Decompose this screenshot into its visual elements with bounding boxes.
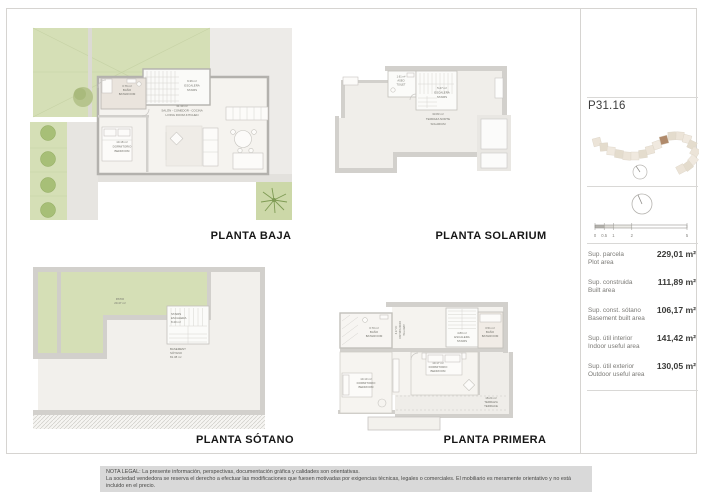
plan-title-solarium: PLANTA SOLARIUM: [435, 230, 547, 242]
legal-line-2: La sociedad vendedora se reserva el derecho a efectuar las modificaciones que fuesen motivadas por exigencias técnicas, legales o comerciales. El mobiliario es meramente orientativo y no está incluido en el precio.: [106, 476, 572, 489]
section-hatch: [33, 415, 265, 429]
svg-text:SOLARIUM: SOLARIUM: [430, 122, 446, 126]
balcony-outline: [368, 417, 440, 430]
svg-text:DISTRIBUIDOR: DISTRIBUIDOR: [399, 321, 402, 339]
compass-and-scale: [585, 192, 699, 242]
legal-note: [100, 466, 592, 492]
legal-line-1: NOTA LEGAL: La presente información, perspectivas, documentación gráfica y calidades son orientativas.: [106, 469, 360, 475]
toilet-icon: [363, 318, 368, 323]
svg-text:DORMITORIO: DORMITORIO: [428, 365, 448, 369]
svg-text:BAÑO: BAÑO: [122, 88, 132, 92]
svg-text:BATHROOM: BATHROOM: [481, 334, 499, 338]
area-value: 111,89 m²: [657, 277, 696, 287]
svg-text:SALÓN - COMEDOR - COCINA: SALÓN - COMEDOR - COCINA: [161, 108, 203, 113]
svg-text:DORMITORIO: DORMITORIO: [112, 144, 132, 149]
svg-text:STAIRS: STAIRS: [186, 88, 198, 92]
svg-text:ASEO: ASEO: [397, 79, 405, 83]
sidebar-divider-4: [587, 390, 698, 391]
area-row-plot: [587, 249, 698, 277]
bathtub-icon: [480, 314, 501, 322]
svg-text:31.39 m²: 31.39 m²: [176, 104, 188, 108]
room-bathroom-left: [340, 313, 392, 348]
area-label-es: Sup. útil exterior: [588, 363, 635, 370]
area-label-en: Plot area: [588, 258, 614, 266]
area-row-built: [587, 277, 698, 305]
svg-text:BATHROOM: BATHROOM: [365, 334, 383, 338]
sink-icon: [127, 79, 136, 83]
area-value: 106,17 m²: [656, 305, 696, 315]
svg-text:9.36 m²: 9.36 m²: [187, 79, 197, 83]
svg-text:BEDROOM: BEDROOM: [430, 369, 446, 373]
svg-text:0: 0: [593, 233, 597, 238]
area-value: 229,01 m²: [656, 249, 696, 259]
svg-text:LIVING ROOM-KITCHEN: LIVING ROOM-KITCHEN: [165, 113, 199, 117]
baja-walkway: [67, 122, 98, 220]
svg-text:ESCALERA: ESCALERA: [171, 316, 187, 320]
svg-text:20.47 m²: 20.47 m²: [114, 301, 126, 305]
sofa-icon: [203, 128, 218, 166]
compass-icon: [632, 194, 652, 214]
sidebar-divider-1: [587, 97, 698, 98]
svg-text:3.70 m²: 3.70 m²: [369, 326, 379, 330]
sink-icon: [380, 315, 388, 319]
svg-text:STAIRS: STAIRS: [436, 95, 448, 99]
plan-sotano-drawing: [25, 260, 285, 445]
area-label-es: Sup. útil interior: [588, 335, 633, 342]
plan-title-baja: PLANTA BAJA: [210, 230, 292, 242]
svg-text:TERRACE: TERRACE: [484, 404, 498, 408]
toilet-icon: [391, 88, 395, 92]
baja-palm-corner: [256, 182, 292, 220]
plan-baja-drawing: [30, 20, 295, 220]
svg-text:ESCALERA: ESCALERA: [434, 90, 450, 95]
svg-text:5.27 m²: 5.27 m²: [437, 86, 447, 90]
svg-text:1: 1: [612, 233, 615, 238]
rug-icon: [166, 126, 202, 166]
room-stairs: [143, 69, 210, 105]
svg-text:18.24 m²: 18.24 m²: [485, 396, 497, 400]
svg-text:33.83 m²: 33.83 m²: [432, 112, 444, 116]
svg-text:BEDROOM: BEDROOM: [358, 385, 374, 389]
closet-icon: [393, 359, 399, 392]
area-row-indoor: [587, 333, 698, 361]
plan-title-sotano: PLANTA SÓTANO: [196, 434, 294, 446]
round-table-icon: [235, 131, 252, 148]
plan-title-primera: PLANTA PRIMERA: [443, 434, 547, 446]
area-label-es: Sup. parcela: [588, 251, 624, 258]
svg-text:0.5: 0.5: [601, 233, 608, 238]
area-label-en: Built area: [588, 286, 615, 294]
plot-reference: P31.16: [588, 100, 626, 112]
sidebar-divider-2: [587, 186, 698, 187]
north-arrow-icon: [633, 165, 647, 179]
sidebar-divider-3: [587, 243, 698, 244]
area-row-outdoor: [587, 361, 698, 389]
svg-text:TERRAZA: TERRAZA: [484, 400, 498, 404]
scale-bar: [594, 223, 689, 238]
shower-icon: [102, 79, 112, 93]
svg-text:TOILET: TOILET: [396, 83, 406, 87]
svg-text:5: 5: [685, 233, 689, 238]
svg-text:STAIRS: STAIRS: [456, 339, 468, 343]
svg-text:BATHROOM: BATHROOM: [118, 92, 136, 96]
svg-text:2: 2: [630, 233, 633, 238]
sink-icon: [407, 73, 414, 77]
area-value: 141,42 m²: [656, 333, 696, 343]
svg-text:3.51 m²: 3.51 m²: [485, 326, 495, 330]
area-value: 130,05 m²: [656, 361, 696, 371]
svg-text:10.10 m²: 10.10 m²: [360, 377, 372, 381]
solarium-side-block: [477, 115, 511, 171]
svg-text:BAÑO: BAÑO: [369, 330, 379, 334]
living-furniture: [166, 126, 218, 166]
svg-text:ESCALERA: ESCALERA: [454, 335, 470, 339]
area-label-en: Indoor useful area: [588, 342, 640, 350]
svg-text:TERRAZA NORTE: TERRAZA NORTE: [425, 117, 451, 121]
svg-text:81.38 m²: 81.38 m²: [170, 355, 182, 359]
svg-text:3.17 m²: 3.17 m²: [395, 325, 398, 335]
svg-text:4.80 m²: 4.80 m²: [457, 331, 467, 335]
svg-text:BEDROOM: BEDROOM: [114, 149, 130, 153]
planter-icon: [343, 77, 358, 85]
svg-text:DORMITORIO: DORMITORIO: [356, 381, 376, 385]
area-label-es: Sup. construida: [588, 279, 633, 286]
svg-text:BASEMENT: BASEMENT: [170, 347, 186, 351]
svg-text:SÓTANO: SÓTANO: [170, 351, 182, 355]
site-plan: [585, 116, 699, 182]
svg-text:HALLWAY: HALLWAY: [403, 324, 406, 336]
svg-text:BAÑO: BAÑO: [485, 330, 495, 334]
plan-primera-drawing: [338, 295, 516, 435]
svg-text:10.18 m²: 10.18 m²: [116, 140, 128, 144]
toilet-icon: [137, 82, 141, 86]
svg-text:PATIO: PATIO: [115, 297, 125, 301]
room-bedroom-center: [411, 352, 478, 395]
svg-text:8.40 m²: 8.40 m²: [171, 320, 181, 324]
svg-text:1.61 m²: 1.61 m²: [396, 75, 406, 79]
dining-table-icon: [233, 153, 263, 169]
svg-text:ESCALERA: ESCALERA: [184, 83, 200, 88]
svg-text:10.17 m²: 10.17 m²: [432, 361, 444, 365]
svg-text:STAIRS: STAIRS: [171, 312, 182, 316]
area-label-en: Outdoor useful area: [588, 370, 645, 378]
area-label-es: Sup. const. sótano: [588, 307, 641, 314]
area-label-en: Basement built area: [588, 314, 645, 322]
plan-solarium-drawing: [335, 58, 515, 183]
svg-text:3.76 m²: 3.76 m²: [122, 84, 132, 88]
wall-opening: [495, 78, 503, 98]
baja-garden-left: [30, 122, 67, 220]
area-row-basement: [587, 305, 698, 333]
